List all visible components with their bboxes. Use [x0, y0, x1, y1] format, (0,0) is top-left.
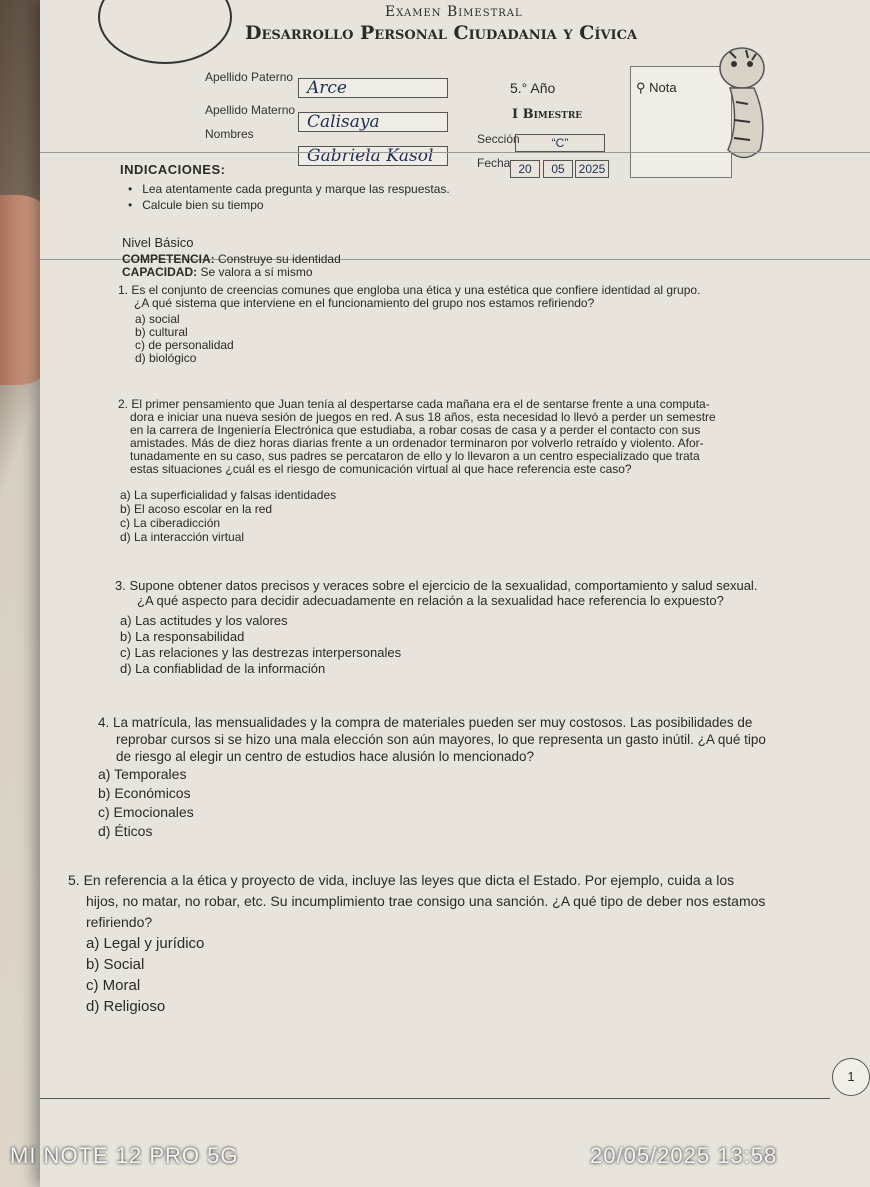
- option[interactable]: c) Las relaciones y las destrezas interpersonales: [120, 645, 402, 660]
- option[interactable]: d) La interacción virtual: [120, 530, 245, 544]
- option[interactable]: c) de personalidad: [135, 338, 234, 352]
- section-field[interactable]: “C”: [515, 134, 605, 152]
- option[interactable]: d) biológico: [135, 351, 197, 365]
- subject-title: Desarrollo Personal Ciudadania y Cívica: [245, 22, 638, 44]
- question-5: 5. En referencia a la ética y proyecto de vida, incluye las leyes que dicta el Estado. Por ejemplo, cuida a los hijos, no matar, no robar, etc. Su incumplimiento trae consigo una sanción. ¿A qué tipo de deber nos estamos refiriendo?: [68, 872, 766, 930]
- camera-watermark: MI NOTE 12 PRO 5G: [10, 1143, 239, 1168]
- section-label: Sección: [477, 132, 520, 146]
- question-2: 2. El primer pensamiento que Juan tenía al despertarse cada mañana era el de sentarse frente a una computa- dora e iniciar una nueva sesión de juegos en red. A sus 18 años, esta necesidad lo llevó a perder un semestre en la carrera de Ingeniería Electrónica que estudiaba, a robar cosas de casa y a perder el contacto con sus amistades. Más de diez horas diarias frente a un ordenador terminaron por volverlo retraído y violento. Afor- tunadamente en su caso, sus padres se percataron de ello y lo llevaron a un centro especializado que trata estas situaciones ¿cuál es el riesgo de comunicación virtual al que hace referencia este caso?: [118, 397, 716, 476]
- option[interactable]: a) social: [135, 312, 180, 326]
- capacity: CAPACIDAD: Se valora a sí mismo: [122, 265, 313, 279]
- exam-title: Examen Bimestral: [385, 4, 523, 20]
- grade-label: ⚲ Nota: [636, 80, 677, 95]
- question-4-options: [98, 765, 194, 841]
- option[interactable]: d) Éticos: [98, 823, 153, 839]
- paternal-field[interactable]: Arce: [298, 78, 448, 98]
- option[interactable]: b) Social: [86, 956, 145, 973]
- school-year: 5.° Año: [510, 80, 556, 96]
- option[interactable]: d) La confiablidad de la información: [120, 661, 326, 676]
- option[interactable]: c) La ciberadicción: [120, 516, 221, 530]
- question-5-options: [86, 933, 204, 1017]
- names-label: Nombres: [205, 127, 254, 141]
- option[interactable]: b) Económicos: [98, 785, 191, 801]
- timestamp-watermark: 20/05/2025 13:58: [590, 1143, 778, 1168]
- footer-divider: [40, 1098, 830, 1099]
- maternal-field[interactable]: Calisaya: [298, 112, 448, 132]
- option[interactable]: c) Moral: [86, 977, 141, 994]
- date-month-field[interactable]: 05: [543, 160, 573, 178]
- date-year-field[interactable]: 2025: [575, 160, 609, 178]
- instructions-title: INDICACIONES:: [120, 162, 226, 177]
- option[interactable]: b) cultural: [135, 325, 188, 339]
- maternal-label: Apellido Materno: [205, 103, 296, 117]
- option[interactable]: b) La responsabilidad: [120, 629, 245, 644]
- paternal-label: Apellido Paterno: [205, 70, 294, 84]
- instruction-item: • Lea atentamente cada pregunta y marque las respuestas.: [128, 182, 450, 196]
- location-pin-icon: ⚲: [636, 80, 646, 95]
- instruction-item: • Calcule bien su tiempo: [128, 198, 264, 212]
- question-3-options: [120, 613, 401, 677]
- option[interactable]: a) Legal y jurídico: [86, 935, 205, 952]
- question-4: 4. La matrícula, las mensualidades y la compra de materiales pueden ser muy costosos. Las posibilidades de reprobar cursos si se hizo una mala elección son aún mayores, lo que representa un gasto inútil. ¿A qué tipo de riesgo al elegir un centro de estudios hace alusión lo mencionado?: [98, 715, 766, 764]
- question-2-options: [120, 488, 336, 544]
- page-number: 1: [832, 1058, 870, 1096]
- option[interactable]: b) El acoso escolar en la red: [120, 502, 273, 516]
- date-day-field[interactable]: 20: [510, 160, 540, 178]
- competence: COMPETENCIA: Construye su identidad: [122, 252, 341, 266]
- option[interactable]: a) La superficialidad y falsas identidades: [120, 488, 337, 502]
- question-1-options: [135, 313, 234, 365]
- date-label: Fecha: [477, 156, 511, 170]
- option[interactable]: d) Religioso: [86, 998, 166, 1015]
- level-title: Nivel Básico: [122, 235, 194, 250]
- names-field[interactable]: Gabriela Kasol: [298, 146, 448, 166]
- question-3: 3. Supone obtener datos precisos y veraces sobre el ejercicio de la sexualidad, comportamiento y salud sexual. ¿A qué aspecto para decidir adecuadamente en relación a la sexualidad hace referencia lo expuesto?: [115, 578, 758, 608]
- option[interactable]: a) Las actitudes y los valores: [120, 613, 288, 628]
- bimester: I Bimestre: [512, 107, 583, 122]
- option[interactable]: c) Emocionales: [98, 804, 194, 820]
- question-1: 1. Es el conjunto de creencias comunes que engloba una ética y una estética que confiere identidad al grupo. ¿A qué sistema que interviene en el funcionamiento del grupo nos estamos refiriendo?: [118, 283, 701, 310]
- option[interactable]: a) Temporales: [98, 766, 187, 782]
